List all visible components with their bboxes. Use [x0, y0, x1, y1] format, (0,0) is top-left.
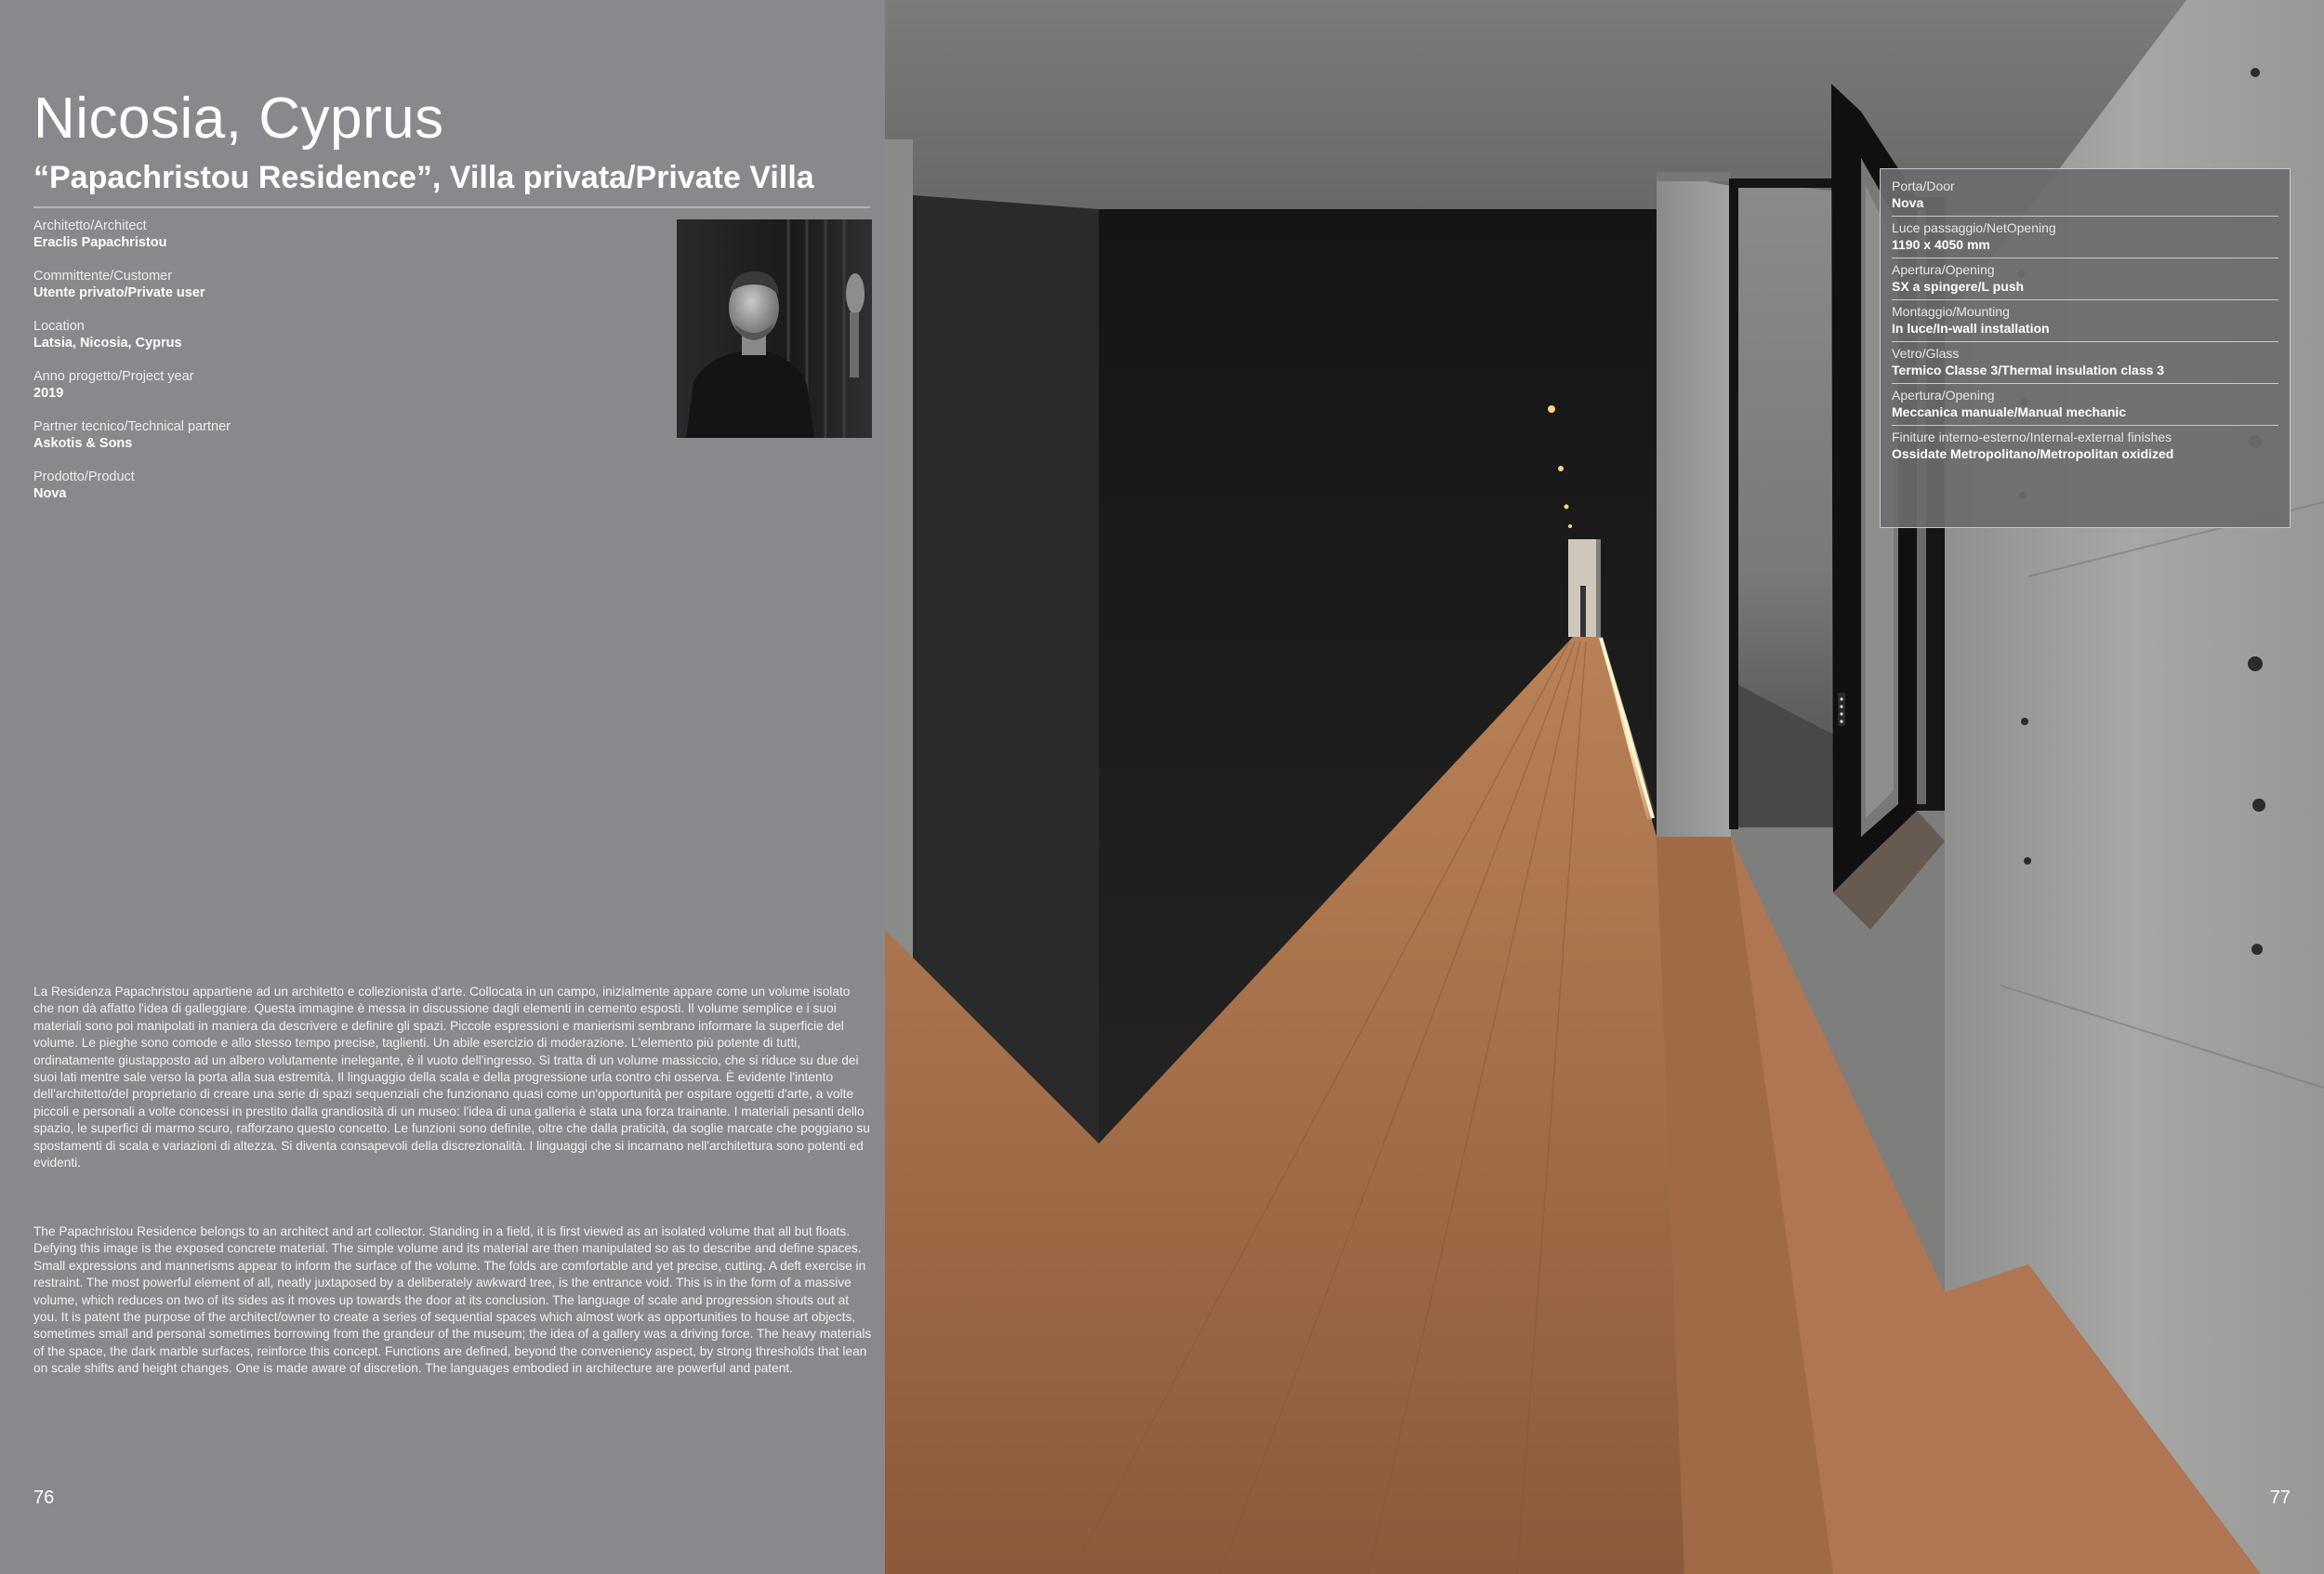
spec-label: Apertura/Opening — [1892, 388, 1995, 403]
meta-label: Anno progetto/Project year — [33, 369, 194, 384]
spec-value: Meccanica manuale/Manual mechanic — [1892, 404, 2127, 419]
meta-label: Location — [33, 319, 85, 334]
portrait-image — [677, 219, 872, 438]
meta-technical-partner — [33, 418, 638, 452]
project-meta — [33, 218, 638, 519]
meta-architect — [33, 218, 638, 251]
spec-opening-mechanism — [1892, 384, 2278, 426]
page-title: Nicosia, Cyprus — [33, 86, 444, 151]
architect-portrait — [677, 219, 872, 438]
body-text-italian: La Residenza Papachristou appartiene ad un architetto e collezionista d'arte. Collocata in un campo, inizialmente appare come un volume isolato che non dà affatto l'idea di galleggiare. Questa immagine è messa in discussione dagli elementi in cemento esposti. Il volume semplice e i suoi materiali sono poi manipolati in maniera da descrivere e definire gli spazi. Piccole espressioni e manierismi sembrano informare la superficie del volume. Le pieghe sono comode e allo stesso tempo precise, taglienti. Un abile esercizio di moderazione. L'elemento più potente di tutti, ordinatamente giustapposto ad un albero volutamente inelegante, è il vuoto dell'ingresso. Si tratta di un volume massiccio, che si riduce su due dei suoi lati mentre sale verso la porta alla sua estremità. Il linguaggio della scala e della progressione urla contro chi osserva. È evidente l'intento dell'architetto/del proprietario di creare una serie di spazi sequenziali che funzionano quasi come un'opportunità per ospitare oggetti d'arte, a volte piccoli e personali a volte concessi in prestito dalla grandiosità di un museo: l'idea di una galleria è stata una forza trainante. I materiali pesanti dello spazio, le superfici di marmo scuro, rafforzano questo concetto. Le funzioni sono definite, oltre che dalla praticità, da soglie marcate che poggiano su spostamenti di scala e variazioni di altezza. Si diventa consapevoli della discrezionalità. I linguaggi che si incarnano nell'architettura sono potenti ed evidenti. — [33, 985, 870, 1171]
meta-value: 2019 — [33, 386, 64, 401]
page-number-right: 77 — [2269, 1488, 2291, 1508]
spec-value: Nova — [1892, 195, 1924, 210]
meta-label: Prodotto/Product — [33, 470, 135, 484]
spec-glass — [1892, 342, 2278, 384]
spec-label: Apertura/Opening — [1892, 262, 1995, 277]
spec-value: Termico Classe 3/Thermal insulation class 3 — [1892, 363, 2165, 377]
spec-label: Finiture interno-esterno/Internal-external finishes — [1892, 430, 2172, 444]
spec-label: Montaggio/Mounting — [1892, 304, 2010, 319]
spec-finishes — [1892, 426, 2278, 467]
meta-value: Eraclis Papachristou — [33, 235, 167, 250]
spec-label: Luce passaggio/NetOpening — [1892, 220, 2056, 235]
spec-label: Porta/Door — [1892, 179, 1955, 193]
spec-value: 1190 x 4050 mm — [1892, 237, 1990, 252]
body-text-english: The Papachristou Residence belongs to an architect and art collector. Standing in a field, it is first viewed as an isolated volume that all but floats. Defying this image is the exposed concrete material. The simple volume and its material are then manipulated so as to describe and define spaces. Small expressions and mannerisms appear to inform the surface of the volume. The folds are comfortable and yet precise, cutting. A deft exercise in restraint. The most powerful element of all, neatly juxtaposed by a deliberately awkward tree, is the entrance void. This is in the form of a massive volume, which reduces on two of its sides as it moves up towards the door at its conclusion. The language of scale and progression shouts out at you. It is patent the purpose of the architect/owner to create a series of sequential spaces which almost work as opportunities to house art objects, sometimes small and personal sometimes borrowing from the grandeur of the museum; the idea of a gallery was a driving force. The heavy materials of the space, the dark marble surfaces, reinforce this concept. Functions are defined, beyond the conveniency aspect, by strong thresholds that lean on scale shifts and height changes. One is made aware of discretion. The languages embodied in architecture are powerful and patent. — [33, 1224, 872, 1376]
spec-net-opening — [1892, 217, 2278, 258]
title-divider — [33, 206, 870, 208]
spec-value: Ossidate Metropolitano/Metropolitan oxidized — [1892, 446, 2174, 461]
product-spec-box — [1880, 168, 2291, 528]
meta-label: Architetto/Architect — [33, 218, 147, 233]
spec-value: In luce/In-wall installation — [1892, 321, 2050, 336]
meta-value: Utente privato/Private user — [33, 285, 205, 300]
meta-customer — [33, 268, 638, 301]
page-subtitle: “Papachristou Residence”, Villa privata/Private Villa — [33, 160, 814, 195]
page-number-left: 76 — [33, 1488, 55, 1508]
meta-value: Nova — [33, 486, 67, 501]
meta-project-year — [33, 368, 638, 402]
meta-location — [33, 318, 638, 351]
spec-label: Vetro/Glass — [1892, 346, 1960, 361]
meta-label: Committente/Customer — [33, 269, 173, 284]
spec-mounting — [1892, 300, 2278, 342]
meta-value: Askotis & Sons — [33, 436, 133, 451]
meta-label: Partner tecnico/Technical partner — [33, 419, 231, 434]
meta-product — [33, 469, 638, 502]
left-page — [0, 0, 885, 1574]
meta-value: Latsia, Nicosia, Cyprus — [33, 336, 182, 351]
spec-opening-direction — [1892, 258, 2278, 300]
spec-value: SX a spingere/L push — [1892, 279, 2025, 294]
spec-door — [1892, 175, 2278, 217]
